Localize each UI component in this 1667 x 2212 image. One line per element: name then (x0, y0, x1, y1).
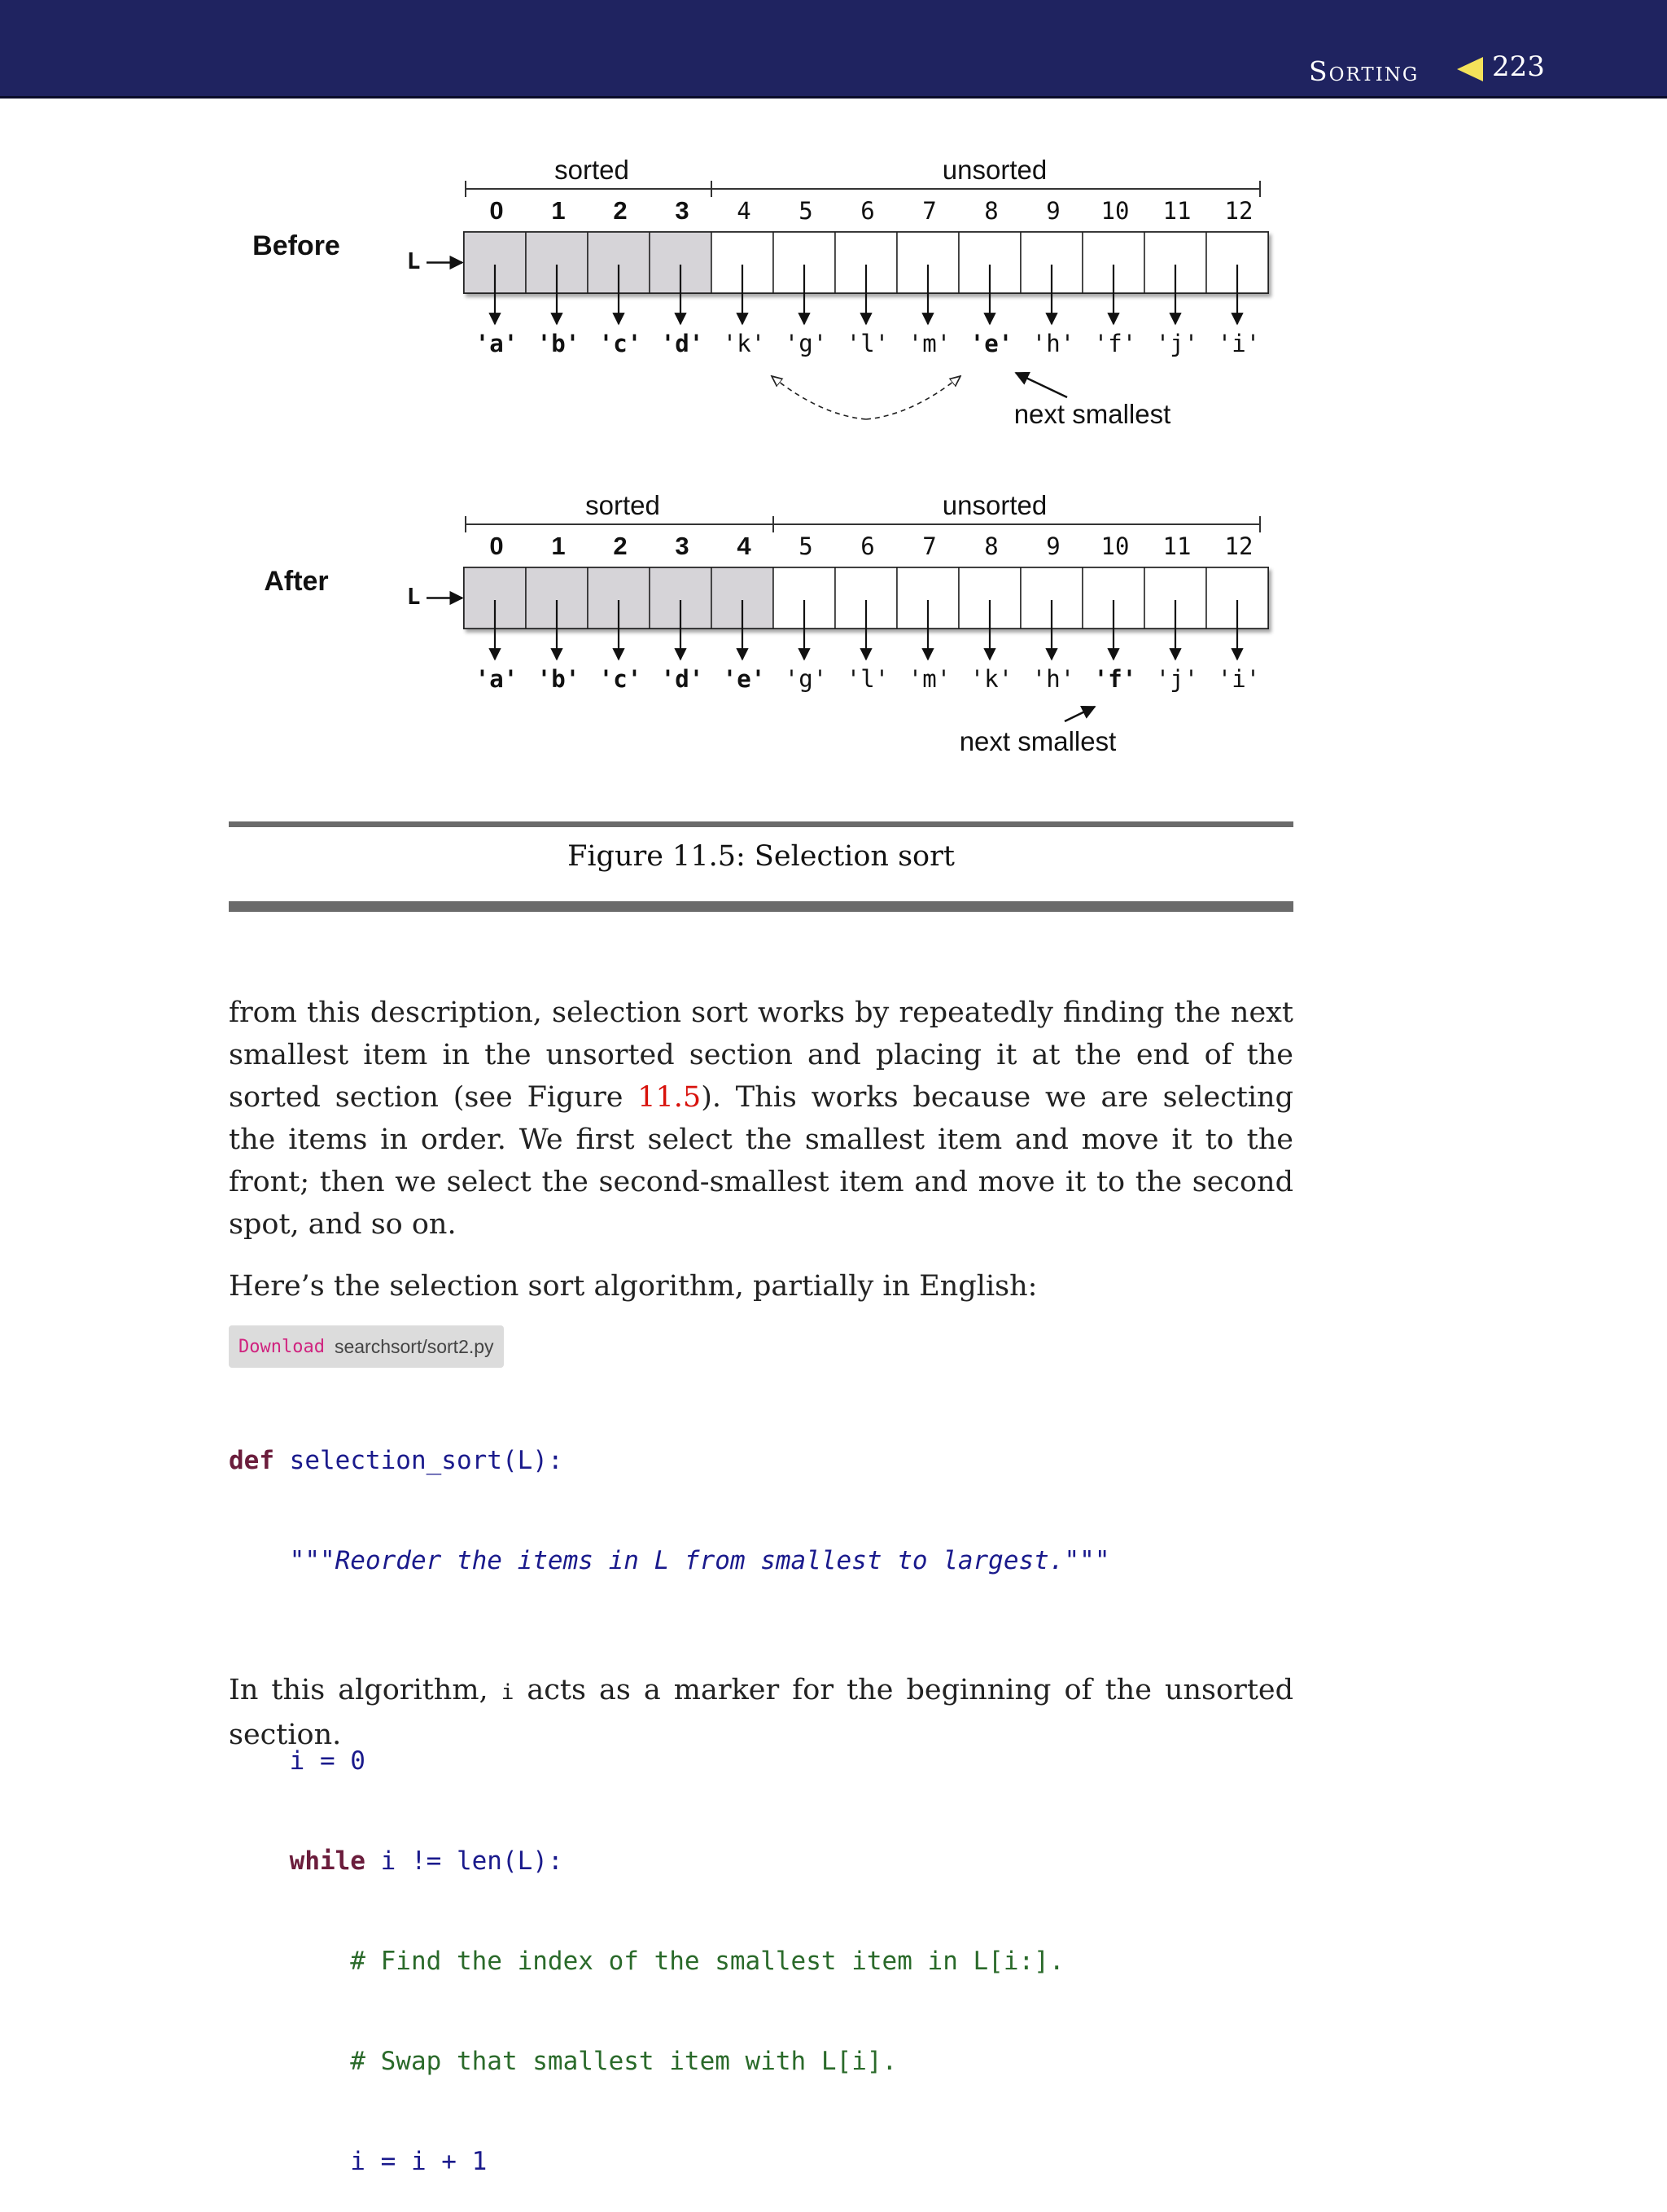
value-label: 'm' (908, 665, 952, 693)
body-paragraph-1 (229, 992, 1293, 1246)
value-label: 'b' (536, 665, 580, 693)
code-keyword: while (289, 1846, 365, 1876)
code-docstring: """Reorder the items in L from smallest to largest.""" (229, 1546, 1110, 1575)
previous-page-arrow-icon[interactable] (1457, 57, 1483, 81)
index-label: 5 (798, 197, 813, 225)
code-line (229, 1444, 1110, 1478)
index-label: 3 (675, 532, 689, 560)
code-line: i = i + 1 (229, 2147, 488, 2176)
sorted-label: sorted (554, 155, 629, 185)
paragraph-text: acts as a marker for the beginning of the unsorted section. (229, 1674, 1293, 1751)
next-smallest-arrow (1065, 707, 1095, 721)
value-label: 'g' (784, 665, 828, 693)
value-label: 'l' (846, 330, 890, 357)
value-label: 'c' (598, 665, 642, 693)
next-smallest-arrow (1016, 373, 1067, 397)
value-label: 'b' (536, 330, 580, 357)
code-keyword: def (229, 1446, 274, 1475)
value-label: 'k' (722, 330, 766, 357)
value-label: 'g' (784, 330, 828, 357)
value-label: 'j' (1155, 330, 1199, 357)
index-label: 7 (922, 532, 937, 560)
download-label[interactable]: Download (238, 1336, 325, 1357)
index-label: 11 (1162, 197, 1192, 225)
index-label: 4 (737, 197, 751, 225)
value-label: 'i' (1217, 330, 1261, 357)
selection-sort-figure (0, 138, 1667, 839)
unsorted-label: unsorted (942, 155, 1048, 185)
index-label: 3 (675, 196, 689, 225)
index-label: 10 (1100, 532, 1130, 560)
code-text: i != len(L): (365, 1846, 563, 1876)
index-label: 2 (613, 532, 628, 560)
value-label: 'f' (1093, 330, 1137, 357)
index-label: 7 (922, 197, 937, 225)
index-label: 0 (489, 532, 504, 560)
list-variable-label: L (406, 583, 421, 610)
index-label: 8 (984, 532, 999, 560)
list-variable-label: L (406, 247, 421, 274)
index-label: 4 (737, 532, 751, 560)
paragraph-text: In this algorithm, (229, 1674, 501, 1706)
value-label: 'j' (1155, 665, 1199, 693)
code-line: i = 0 (229, 1746, 365, 1776)
body-paragraph-3 (229, 1669, 1293, 1756)
value-label: 'e' (722, 665, 766, 693)
sorted-label: sorted (585, 490, 660, 520)
page-number: 223 (1492, 50, 1545, 83)
value-label: 'm' (908, 330, 952, 357)
index-label: 9 (1046, 532, 1061, 560)
value-label: 'l' (846, 665, 890, 693)
code-indent (229, 1846, 290, 1876)
index-label: 2 (613, 196, 628, 225)
value-label: 'h' (1031, 665, 1075, 693)
index-label: 12 (1224, 197, 1254, 225)
index-label: 5 (798, 532, 813, 560)
index-label: 1 (551, 196, 566, 225)
next-smallest-label: next smallest (1013, 399, 1171, 429)
figure-reference-link[interactable]: 11.5 (637, 1081, 702, 1114)
next-smallest-label: next smallest (959, 726, 1117, 756)
value-label: 'c' (598, 330, 642, 357)
chapter-title: Sorting (1309, 55, 1420, 87)
code-line (229, 1845, 1110, 1878)
index-label: 12 (1224, 532, 1254, 560)
download-code-link[interactable] (229, 1325, 504, 1368)
paragraph-text: ). This works because we are selecting the items in order. We first select the smallest item and move it to the front; then we select the second-smallest item and move it to the second spot, and so on. (229, 1081, 1293, 1241)
value-label: 'h' (1031, 330, 1075, 357)
page-header (0, 0, 1667, 99)
before-array-diagram (252, 155, 1268, 429)
after-array-diagram (264, 490, 1268, 756)
index-label: 9 (1046, 197, 1061, 225)
value-label: 'e' (969, 330, 1013, 357)
value-label: 'i' (1217, 665, 1261, 693)
code-listing (229, 1378, 1110, 2212)
index-label: 6 (860, 197, 875, 225)
download-file-path[interactable]: searchsort/sort2.py (334, 1335, 494, 1357)
code-comment: # Swap that smallest item with L[i]. (229, 2047, 898, 2076)
paragraph-text: from this description, selection sort works by repeatedly finding the next smallest item in the unsorted section and placing it at the end of the sorted section (see Figure (229, 996, 1293, 1114)
swap-dashed-arrow (772, 376, 866, 419)
value-label: 'f' (1093, 665, 1137, 693)
index-label: 1 (551, 532, 566, 560)
value-label: 'k' (969, 665, 1013, 693)
value-label: 'a' (475, 665, 518, 693)
figure-caption: Figure 11.5: Selection sort (567, 840, 955, 873)
value-label: 'a' (475, 330, 518, 357)
swap-dashed-arrow (866, 376, 960, 419)
code-comment: # Find the index of the smallest item in L[i:]. (229, 1947, 1065, 1976)
row-label: Before (252, 230, 340, 261)
index-label: 6 (860, 532, 875, 560)
index-label: 8 (984, 197, 999, 225)
index-label: 10 (1100, 197, 1130, 225)
index-label: 0 (489, 196, 504, 225)
code-text: selection_sort(L): (274, 1446, 563, 1475)
row-label: After (264, 566, 329, 597)
value-label: 'd' (660, 330, 704, 357)
figure-top-rule (229, 821, 1293, 827)
index-label: 11 (1162, 532, 1192, 560)
unsorted-label: unsorted (942, 490, 1048, 520)
inline-code: i (501, 1680, 514, 1705)
body-paragraph-2: Here’s the selection sort algorithm, partially in English: (229, 1270, 1038, 1303)
figure-bottom-rule (229, 901, 1293, 912)
value-label: 'd' (660, 665, 704, 693)
